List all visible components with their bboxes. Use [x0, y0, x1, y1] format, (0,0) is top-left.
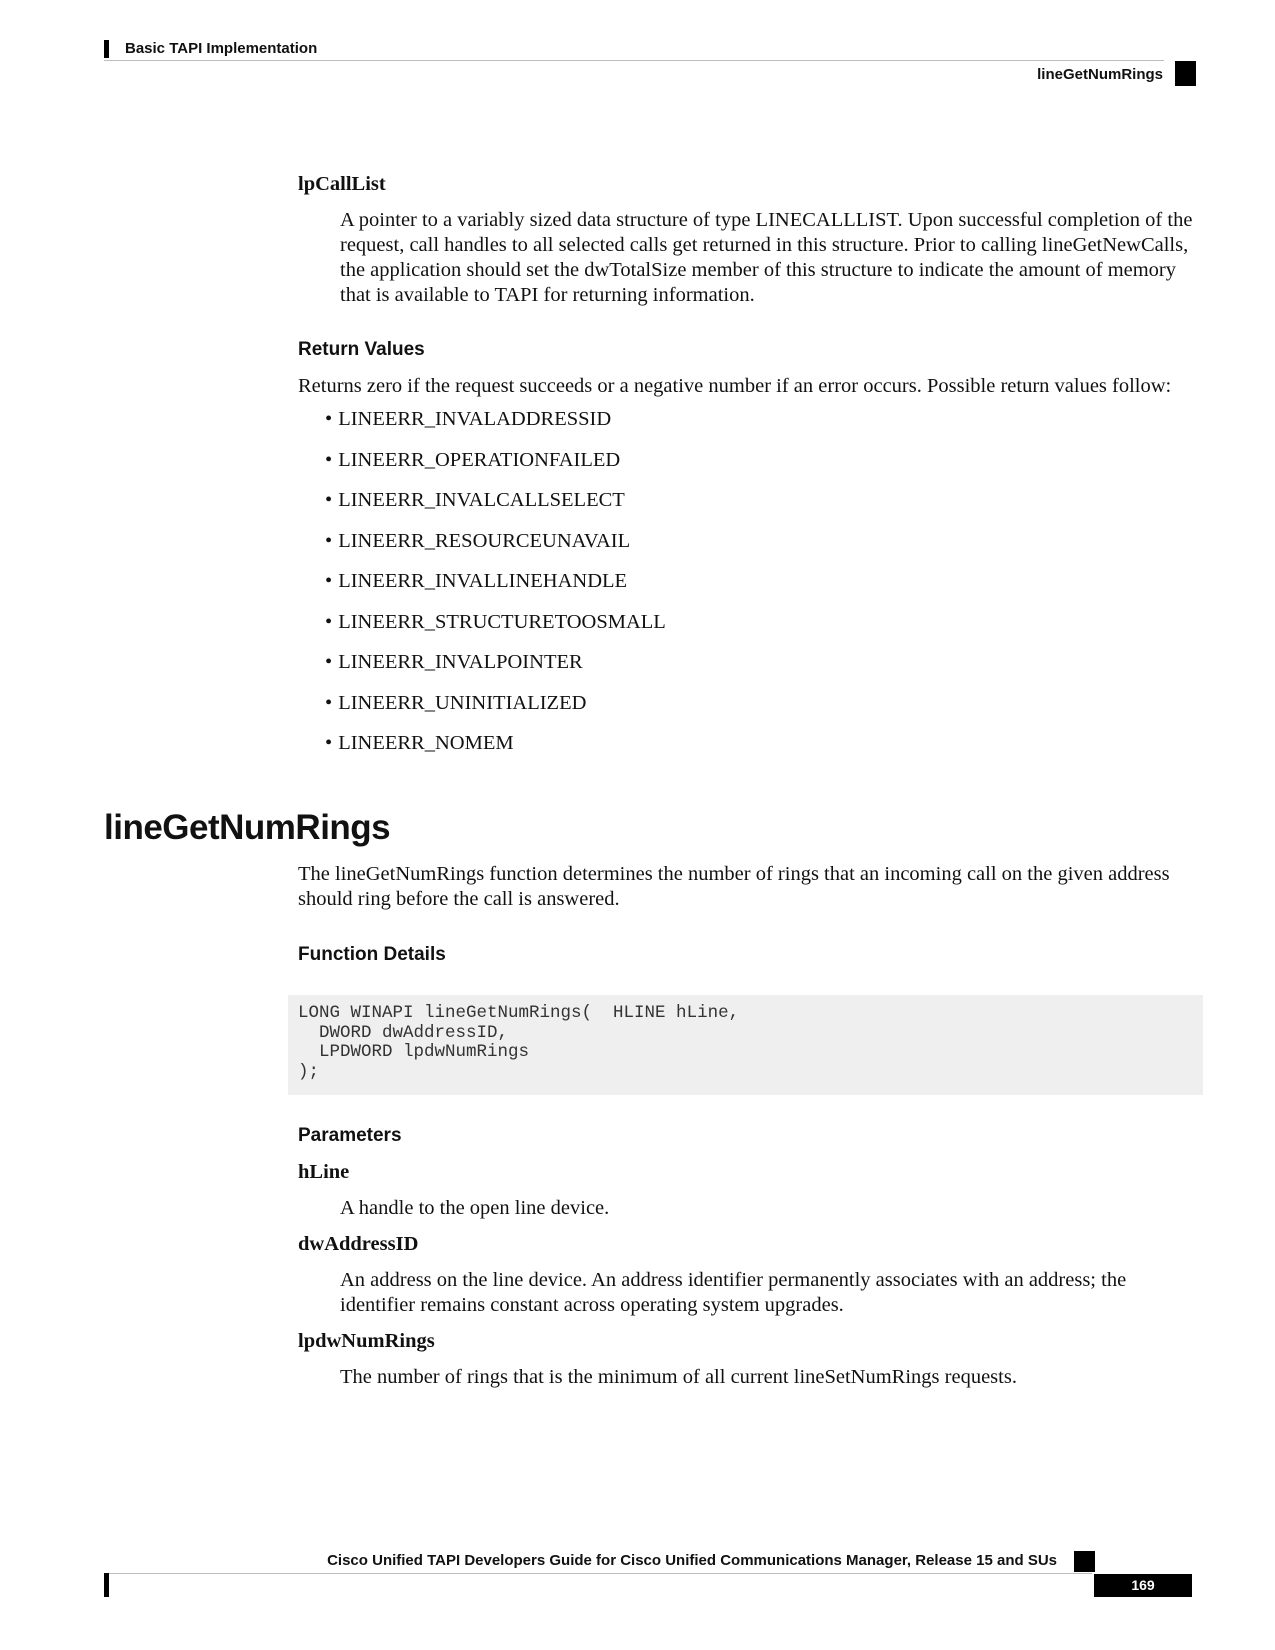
code-block	[288, 995, 1203, 1095]
section-intro-block	[298, 862, 1198, 967]
list-item: • LINEERR_OPERATIONFAILED	[325, 448, 621, 471]
section-title: lineGetNumRings	[104, 808, 391, 847]
list-item: • LINEERR_INVALCALLSELECT	[325, 489, 625, 511]
parameters-block	[298, 1123, 1198, 1390]
return-values-list	[325, 407, 1198, 772]
footer-marker	[1074, 1551, 1095, 1572]
header-thumb-tab	[1175, 61, 1196, 86]
list-item: • LINEERR_RESOURCEUNAVAIL	[325, 529, 631, 552]
param-name-hline: hLine	[298, 1161, 350, 1183]
param-name-dwaddressid: dwAddressID	[298, 1233, 419, 1255]
return-values-intro: Returns zero if the request succeeds or a negative number if an error occurs. Possible return values follow:	[298, 375, 1172, 397]
page-number: 169	[1094, 1574, 1192, 1597]
header-section-title: Basic TAPI Implementation	[125, 40, 318, 57]
list-item: • LINEERR_UNINITIALIZED	[325, 691, 587, 714]
function-signature: LONG WINAPI lineGetNumRings( HLINE hLine, DWORD dwAddressID, LPDWORD lpdwNumRings );	[298, 1003, 740, 1082]
header-rule	[104, 60, 1164, 61]
list-item: • LINEERR_NOMEM	[325, 732, 514, 754]
section-intro: The lineGetNumRings function determines the number of rings that an incoming call on the given address should ring before the call is answered.	[298, 863, 1170, 910]
footer-rule	[104, 1573, 1092, 1574]
param-desc-dwaddressid: An address on the line device. An address identifier permanently associates with an address; the identifier remains constant across operating system upgrades.	[340, 1269, 1127, 1316]
param-desc-lpdwnumrings: The number of rings that is the minimum of all current lineSetNumRings requests.	[340, 1366, 1017, 1388]
function-details-heading: Function Details	[298, 944, 446, 965]
list-item: • LINEERR_INVALPOINTER	[325, 651, 583, 673]
return-values-heading: Return Values	[298, 339, 425, 360]
list-item: • LINEERR_INVALADDRESSID	[325, 408, 612, 430]
param-desc-lpcalllist: A pointer to a variably sized data structure of type LINECALLLIST. Upon successful completion of the request, call handles to all selected calls get returned in this structure. Prior to calling lineGetNewCalls, the application should set the dwTotalSize member of this structure to indicate the amount of memory that is available to TAPI for returning information.	[340, 209, 1193, 306]
upper-content	[298, 172, 1198, 772]
header-bar	[104, 40, 109, 58]
param-name-lpcalllist: lpCallList	[298, 173, 386, 195]
header-topic-title: lineGetNumRings	[1037, 66, 1163, 83]
list-item: • LINEERR_INVALLINEHANDLE	[325, 570, 628, 592]
parameters-heading: Parameters	[298, 1125, 402, 1146]
param-desc-hline: A handle to the open line device.	[340, 1197, 610, 1219]
list-item: • LINEERR_STRUCTURETOOSMALL	[325, 610, 666, 633]
param-name-lpdwnumrings: lpdwNumRings	[298, 1330, 435, 1352]
footer-book-title: Cisco Unified TAPI Developers Guide for Cisco Unified Communications Manager, Release 15 and SUs	[327, 1552, 1057, 1569]
footer-bar	[104, 1573, 109, 1597]
